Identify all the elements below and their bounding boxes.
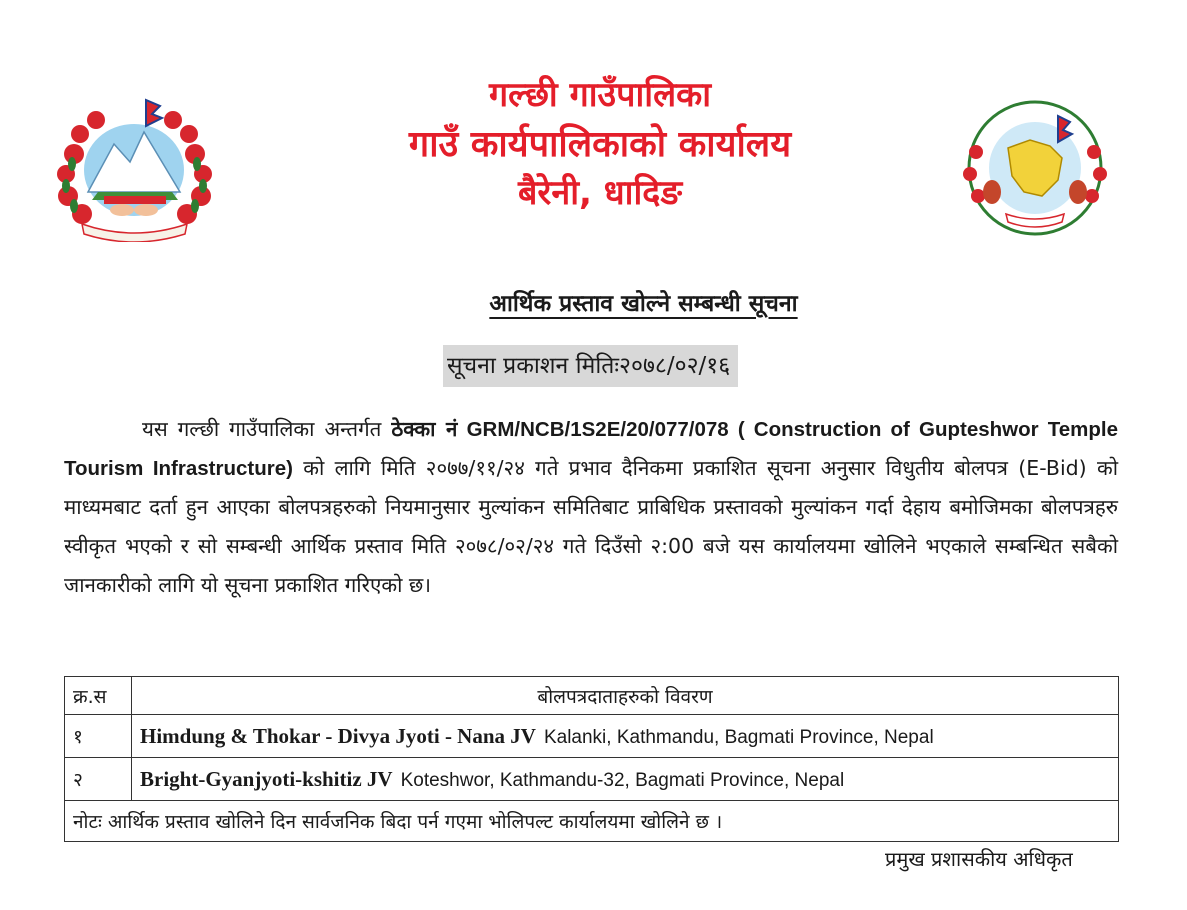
bidders-table	[64, 676, 1119, 842]
bidder-cell	[132, 715, 1119, 758]
galchhi-municipality-logo-icon	[950, 96, 1120, 244]
bidder-name: Bright-Gyanjyoti-kshitiz JV	[140, 766, 393, 791]
contract-label: ठेक्का नं	[391, 417, 458, 441]
table-note-row	[65, 801, 1119, 842]
table-row	[65, 715, 1119, 758]
project-name: ( Construction of Gupteshwor Temple Tourism Infrastructure)	[64, 418, 1119, 480]
bidder-address: Kalanki, Kathmandu, Bagmati Province, Nepal	[543, 726, 934, 748]
signatory-title: प्रमुख प्रशासकीय अधिकृत	[885, 847, 1073, 871]
table-header-row	[65, 677, 1119, 715]
publication-date: सूचना प्रकाशन मितिः२०७८/०२/१६	[443, 345, 738, 387]
contract-number: GRM/NCB/1S2E/20/077/078	[457, 418, 738, 441]
bidder-address: Koteshwor, Kathmandu-32, Bagmati Province, Nepal	[400, 769, 845, 791]
office-address: बैरेनी, धादिङ	[518, 173, 682, 213]
body-details: को लागि मिति २०७७/११/२४ गते प्रभाव दैनिकमा प्रकाशित सूचना अनुसार विधुतीय बोलपत्र (E-Bid) को माध्यमबाट दर्ता हुन आएका बोलपत्रहरुको नियमानुसार मुल्यांकन समितिबाट प्राबिधिक प्रस्तावको मुल्यांकन गर्दा देहाय बमोजिमका बोलपत्रहरु स्वीकृत भएको र सो सम्बन्धी आर्थिक प्रस्ताव मिति २०७८/०२/२४ गते दिउँसो २:00 बजे यस कार्यालयमा खोलिने भएकाले सम्बन्धित सबैको जानकारीको लागि यो सूचना प्रकाशित गरिएको छ।	[64, 456, 1118, 597]
office-name-line-1: गल्छी गाउँपालिका	[488, 75, 712, 115]
bidder-cell	[132, 758, 1119, 801]
table-row	[65, 758, 1119, 801]
header-bidder-details: बोलपत्रदाताहरुको विवरण	[132, 677, 1119, 715]
nepal-government-emblem-icon	[52, 92, 217, 242]
notice-title: आर्थिक प्रस्ताव खोल्ने सम्बन्धी सूचना	[489, 291, 798, 317]
table-note: नोटः आर्थिक प्रस्ताव खोलिने दिन सार्वजनिक बिदा पर्न गएमा भोलिपल्ट कार्यालयमा खोलिने छ ।	[65, 801, 1119, 842]
notice-body	[64, 410, 1118, 605]
row-serial: १	[65, 715, 132, 758]
body-intro: यस गल्छी गाउँपालिका अन्तर्गत	[142, 417, 392, 441]
header-serial: क्र.स	[65, 677, 132, 715]
row-serial: २	[65, 758, 132, 801]
office-name-line-2: गाउँ कार्यपालिकाको कार्यालय	[408, 124, 792, 165]
bidder-name: Himdung & Thokar - Divya Jyoti - Nana JV	[140, 723, 536, 748]
